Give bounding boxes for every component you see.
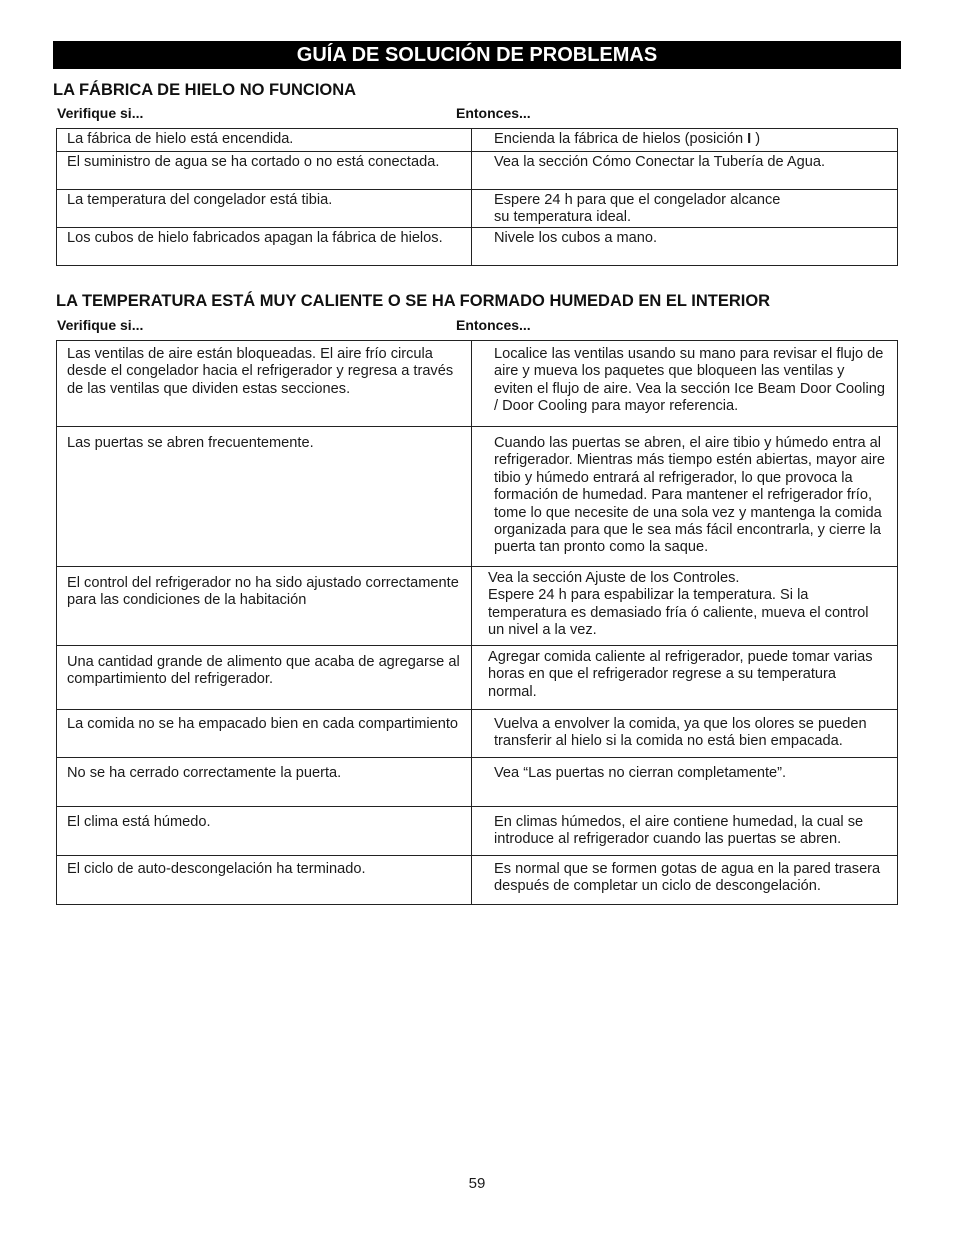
check-cell: La temperatura del congelador está tibia. — [57, 190, 472, 228]
table-row — [57, 710, 898, 758]
temperature-table — [56, 340, 898, 905]
table-row — [57, 646, 898, 710]
column-header-check: Verifique si... — [57, 105, 144, 121]
page-title: GUÍA DE SOLUCIÓN DE PROBLEMAS — [53, 41, 901, 69]
then-cell: Localice las ventilas usando su mano para revisar el flujo de aire y mueva los paquetes que bloqueen las ventilas y eviten el flujo de aire. Vea la sección Ice Beam Door Cooling / Door Cooling para mayor referencia. — [472, 341, 898, 427]
check-cell: El suministro de agua se ha cortado o no está conectada. — [57, 152, 472, 190]
section-title-ice-maker: LA FÁBRICA DE HIELO NO FUNCIONA — [53, 81, 357, 99]
check-cell: Los cubos de hielo fabricados apagan la fábrica de hielos. — [57, 228, 472, 266]
table-row — [57, 856, 898, 905]
then-cell: Es normal que se formen gotas de agua en la pared trasera después de completar un ciclo de descongelación. — [472, 856, 898, 905]
then-cell: Encienda la fábrica de hielos (posición I ) — [472, 129, 898, 152]
table-row — [57, 152, 898, 190]
then-cell: Vea la sección Ajuste de los Controles. Espere 24 h para espabilizar la temperatura. Si la temperatura es demasiado fría ó caliente, mueva el control un nivel a la vez. — [472, 567, 898, 646]
page-number: 59 — [468, 1175, 486, 1192]
check-cell: No se ha cerrado correctamente la puerta. — [57, 758, 472, 807]
table-row — [57, 129, 898, 152]
then-cell: Espere 24 h para que el congelador alcance su temperatura ideal. — [472, 190, 898, 228]
check-cell: Las ventilas de aire están bloqueadas. El aire frío circula desde el congelador hacia el refrigerador y regresa a través de las ventilas que dividen estas secciones. — [57, 341, 472, 427]
section-title-temperature: LA TEMPERATURA ESTÁ MUY CALIENTE O SE HA FORMADO HUMEDAD EN EL INTERIOR — [56, 292, 771, 310]
table-row — [57, 190, 898, 228]
check-cell: Las puertas se abren frecuentemente. — [57, 427, 472, 567]
then-cell: Cuando las puertas se abren, el aire tibio y húmedo entra al refrigerador. Mientras más tiempo estén abiertas, mayor aire tibio y húmedo entrará al refrigerador, lo que provoca la formación de humedad. Para mantener el refrigerador frío, tome lo que necesite de una sola vez y mantenga la comida organizada para que le sea más fácil encontrarla, y cierre la puerta tan pronto como la saque. — [472, 427, 898, 567]
table-row — [57, 567, 898, 646]
check-cell: El control del refrigerador no ha sido ajustado correctamente para las condiciones de la habitación — [57, 567, 472, 646]
check-cell: La fábrica de hielo está encendida. — [57, 129, 472, 152]
column-header-check: Verifique si... — [57, 317, 144, 333]
check-cell: La comida no se ha empacado bien en cada compartimiento — [57, 710, 472, 758]
table-row — [57, 758, 898, 807]
then-cell: En climas húmedos, el aire contiene humedad, la cual se introduce al refrigerador cuando las puertas se abren. — [472, 807, 898, 856]
table-row — [57, 427, 898, 567]
then-cell: Agregar comida caliente al refrigerador, puede tomar varias horas en que el refrigerador regrese a su temperatura normal. — [472, 646, 898, 710]
then-cell: Vuelva a envolver la comida, ya que los olores se pueden transferir al hielo si la comida no está bien empacada. — [472, 710, 898, 758]
ice-maker-table — [56, 128, 898, 266]
column-header-then: Entonces... — [456, 105, 531, 121]
then-cell: Vea la sección Cómo Conectar la Tubería de Agua. — [472, 152, 898, 190]
check-cell: El ciclo de auto-descongelación ha terminado. — [57, 856, 472, 905]
check-cell: El clima está húmedo. — [57, 807, 472, 856]
table-row — [57, 341, 898, 427]
column-header-then: Entonces... — [456, 317, 531, 333]
table-row — [57, 807, 898, 856]
check-cell: Una cantidad grande de alimento que acaba de agregarse al compartimiento del refrigerador. — [57, 646, 472, 710]
then-cell: Vea “Las puertas no cierran completamente”. — [472, 758, 898, 807]
table-row — [57, 228, 898, 266]
then-cell: Nivele los cubos a mano. — [472, 228, 898, 266]
